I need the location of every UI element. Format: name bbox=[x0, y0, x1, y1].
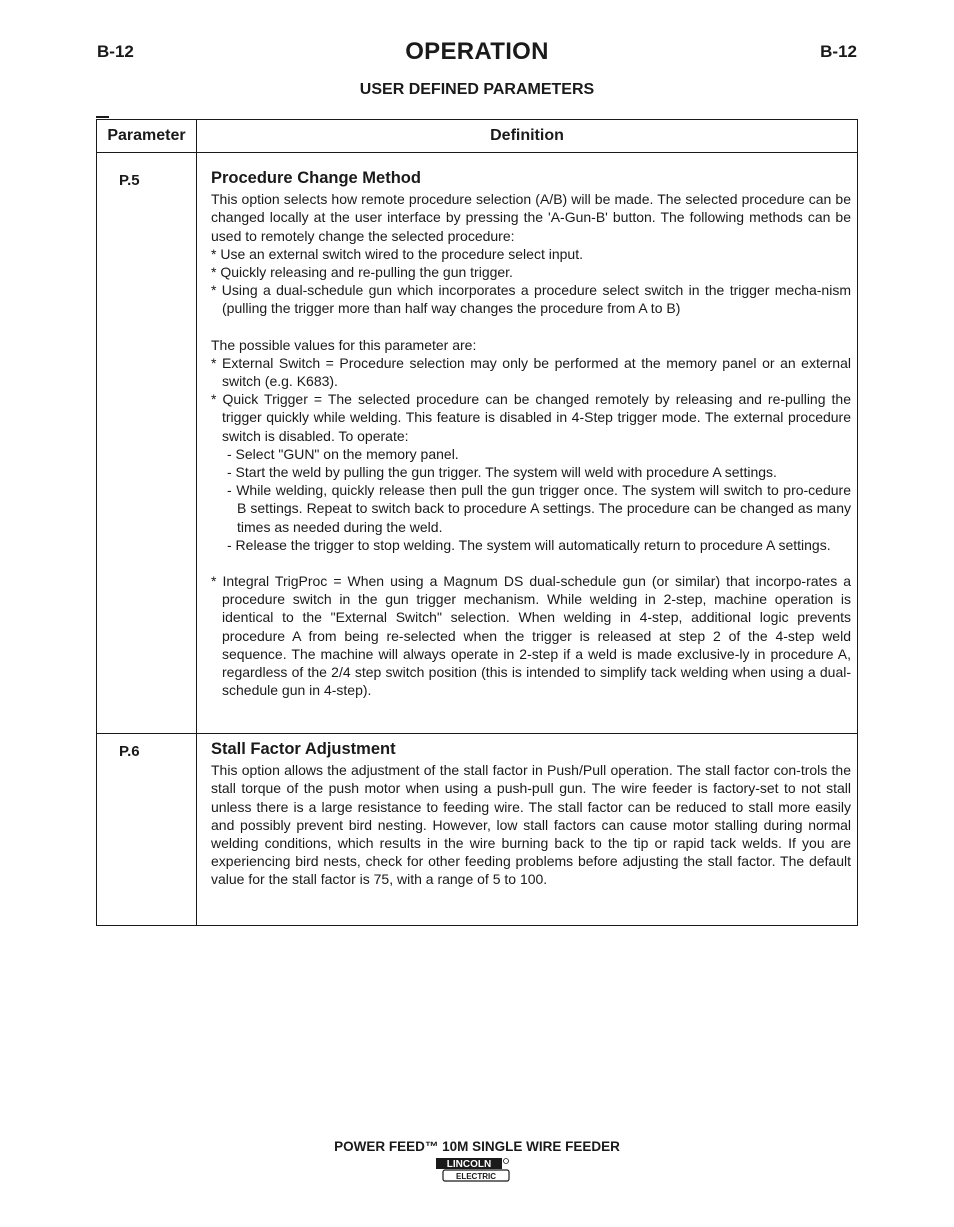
corner-tick bbox=[96, 116, 109, 118]
value-item-quick-trigger: * Quick Trigger = The selected procedure can be changed remotely by releasing and re-pulling the trigger quickly while welding. This feature is disabled in 4-Step trigger mode. The external procedure switch is disabled. To operate: bbox=[211, 391, 851, 444]
column-header-definition: Definition bbox=[197, 120, 858, 153]
parameter-code: P.6 bbox=[97, 734, 197, 926]
column-header-parameter: Parameter bbox=[97, 120, 197, 153]
parameters-table bbox=[96, 119, 858, 926]
value-item-external-switch: * External Switch = Procedure selection may only be performed at the memory panel or an external switch (e.g. K683). bbox=[211, 354, 851, 390]
logo-text-bottom: ELECTRIC bbox=[456, 1172, 496, 1181]
method-item: * Using a dual-schedule gun which incorporates a procedure select switch in the trigger mecha-nism (pulling the trigger more than half way changes the procedure from A to B) bbox=[211, 282, 851, 317]
page-title: OPERATION bbox=[405, 38, 549, 65]
table-row bbox=[97, 734, 858, 926]
definition-body: This option allows the adjustment of the stall factor in Push/Pull operation. The stall factor con-trols the stall torque of the push motor when using a push-pull gun. The wire feeder is factory-set to not stall unless there is a large resistance to feeding wire. The stall factor can be reduced to stall more easily and possibly prevent bird nesting. However, low stall factors can cause motor stalling during normal welding conditions, which results in the wire burning back to the tip or rapid tack welds. If you are experiencing bird nests, check for other feeding problems before adjusting the stall factor. The default value for the stall factor is 75, with a range of 5 to 100. bbox=[211, 762, 851, 888]
section-subtitle: USER DEFINED PARAMETERS bbox=[359, 81, 595, 98]
parameter-code: P.5 bbox=[97, 153, 197, 734]
operate-step: - While welding, quickly release then pull the gun trigger once. The system will switch to pro-cedure B settings. Repeat to switch back to procedure A settings. The procedure can be changed as many times as needed during the weld. bbox=[227, 482, 851, 535]
operate-step: - Start the weld by pulling the gun trigger. The system will weld with procedure A settings. bbox=[227, 464, 777, 481]
operate-step: - Select "GUN" on the memory panel. bbox=[227, 445, 459, 462]
parameter-definition bbox=[197, 734, 858, 926]
page-code-right: B-12 bbox=[820, 42, 857, 61]
table-row bbox=[97, 153, 858, 734]
value-item-integral-trigproc: * Integral TrigProc = When using a Magnum DS dual-schedule gun (or similar) that incorpo-rates a procedure switch in the gun trigger mechanism. While welding in 2-step, machine operation is identical to the "External Switch" selection. When welding in 4-step, additional logic prevents procedure A from being re-selected when the trigger is released at step 2 of the 4-step weld sequence. The machine will always operate in 2-step if a weld is made exclusive-ly in procedure A, regardless of the 2/4 step switch position (this is intended to simplify tack welding when using a dual-schedule gun in 4-step). bbox=[211, 573, 851, 699]
parameter-definition bbox=[197, 153, 858, 734]
page-code-left: B-12 bbox=[97, 42, 134, 61]
method-item: * Quickly releasing and re-pulling the gun trigger. bbox=[211, 264, 513, 281]
parameter-title: Procedure Change Method bbox=[211, 169, 421, 187]
logo-text-top: LINCOLN bbox=[446, 1159, 492, 1170]
product-name: POWER FEED™ 10M SINGLE WIRE FEEDER bbox=[334, 1139, 620, 1154]
values-intro: The possible values for this parameter are: bbox=[211, 336, 477, 353]
definition-intro: This option selects how remote procedure selection (A/B) will be made. The selected procedure can be changed locally at the user interface by pressing the 'A-Gun-B' button. The following methods can be used to remotely change the selected procedure: bbox=[211, 191, 851, 244]
lincoln-electric-logo bbox=[435, 1157, 511, 1183]
parameter-title: Stall Factor Adjustment bbox=[211, 740, 396, 758]
method-item: * Use an external switch wired to the procedure select input. bbox=[211, 245, 583, 262]
operate-step: - Release the trigger to stop welding. The system will automatically return to procedure A settings. bbox=[227, 536, 831, 553]
table-header-row bbox=[97, 120, 858, 153]
